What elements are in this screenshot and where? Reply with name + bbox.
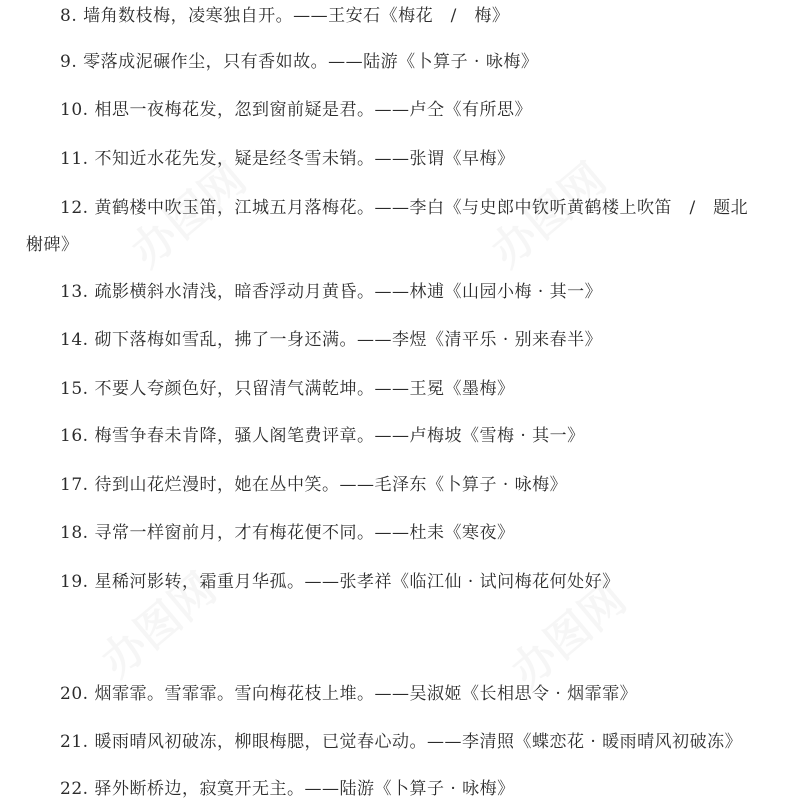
poem-line-12-continued: 榭碑》	[26, 235, 79, 255]
poem-line-21: 21. 暖雨晴风初破冻，柳眼梅腮，已觉春心动。——李清照《蝶恋花 · 暖雨晴风初破冻》	[60, 732, 743, 752]
poem-line-15: 15. 不要人夸颜色好，只留清气满乾坤。——王冕《墨梅》	[60, 379, 515, 399]
poem-line-9: 9. 零落成泥碾作尘，只有香如故。——陆游《卜算子 · 咏梅》	[60, 52, 539, 72]
poem-line-13: 13. 疏影横斜水清浅，暗香浮动月黄昏。——林逋《山园小梅 · 其一》	[60, 282, 603, 302]
poem-line-14: 14. 砌下落梅如雪乱，拂了一身还满。——李煜《清平乐 · 别来春半》	[60, 330, 603, 350]
poem-line-20: 20. 烟霏霏。雪霏霏。雪向梅花枝上堆。——吴淑姬《长相思令 · 烟霏霏》	[60, 684, 638, 704]
poem-line-12: 12. 黄鹤楼中吹玉笛，江城五月落梅花。——李白《与史郎中钦听黄鹤楼上吹笛 / 题北	[60, 198, 749, 218]
poem-line-19: 19. 星稀河影转，霜重月华孤。——张孝祥《临江仙 · 试问梅花何处好》	[60, 572, 620, 592]
poem-line-10: 10. 相思一夜梅花发，忽到窗前疑是君。——卢仝《有所思》	[60, 100, 532, 120]
poem-line-11: 11. 不知近水花先发，疑是经冬雪未销。——张谓《早梅》	[60, 149, 515, 169]
poem-line-18: 18. 寻常一样窗前月，才有梅花便不同。——杜耒《寒夜》	[60, 523, 515, 543]
poem-line-8: 8. 墙角数枝梅，凌寒独自开。——王安石《梅花 / 梅》	[60, 6, 510, 26]
poem-line-16: 16. 梅雪争春未肯降，骚人阁笔费评章。——卢梅坡《雪梅 · 其一》	[60, 426, 585, 446]
poem-line-22: 22. 驿外断桥边，寂寞开无主。——陆游《卜算子 · 咏梅》	[60, 779, 515, 799]
poem-line-17: 17. 待到山花烂漫时，她在丛中笑。——毛泽东《卜算子 · 咏梅》	[60, 475, 568, 495]
